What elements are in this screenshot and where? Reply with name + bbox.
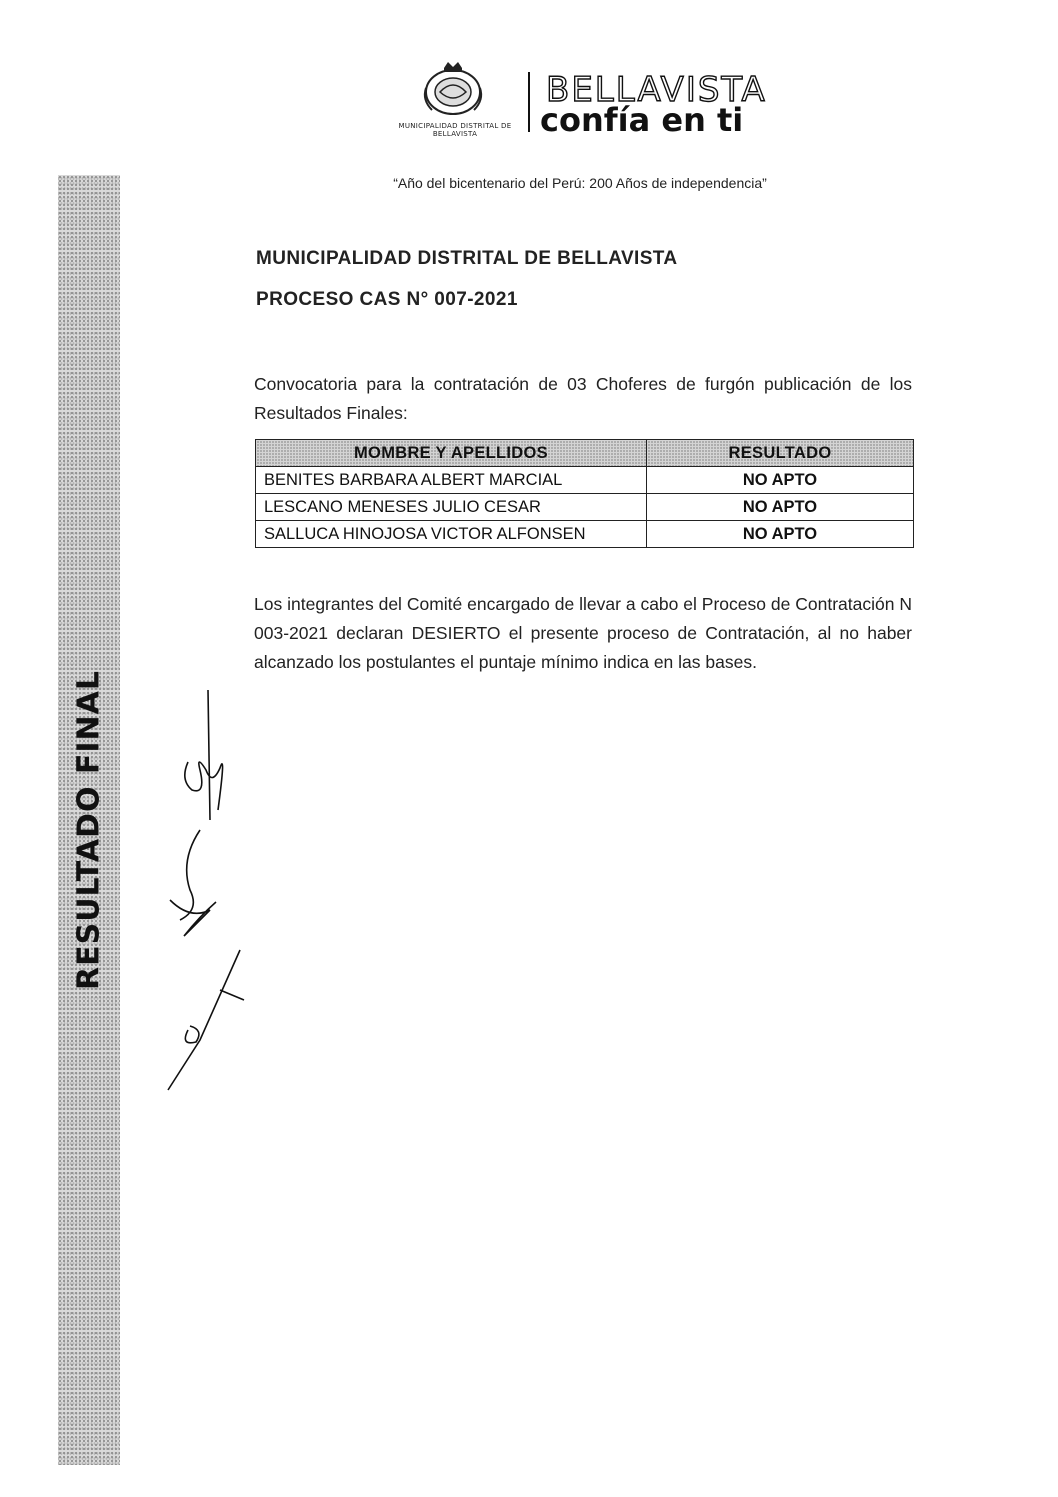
intro-paragraph: Convocatoria para la contratación de 03 Choferes de furgón publicación de los Resultados Finales: — [254, 374, 912, 423]
applicant-result: NO APTO — [647, 521, 914, 548]
organization-title: MUNICIPALIDAD DISTRITAL DE BELLAVISTA — [256, 248, 678, 269]
column-header-name: MOMBRE Y APELLIDOS — [256, 440, 647, 467]
column-header-result: RESULTADO — [647, 440, 914, 467]
coat-of-arms-icon — [418, 58, 488, 120]
conclusion-paragraph: Los integrantes del Comité encargado de llevar a cabo el Proceso de Contratación N 003-2021 declaran DESIERTO el presente proceso de Contratación, al no haber alcanzado los postulantes el puntaje mínimo indica en las bases. — [254, 594, 912, 672]
municipal-logo — [390, 58, 800, 148]
applicant-result: NO APTO — [647, 467, 914, 494]
table-header-row — [256, 440, 914, 467]
process-title: PROCESO CAS N° 007-2021 — [256, 289, 518, 310]
applicant-name: SALLUCA HINOJOSA VICTOR ALFONSEN — [256, 521, 647, 548]
brand-name: BELLAVISTA — [546, 70, 767, 110]
brand-slogan: confía en ti — [540, 101, 744, 139]
side-stamp-label: RESULTADO FINAL — [71, 669, 107, 991]
seal-caption: MUNICIPALIDAD DISTRITAL DE BELLAVISTA — [398, 122, 512, 138]
handwritten-signature — [160, 690, 270, 1110]
results-table — [255, 439, 914, 548]
applicant-name: BENITES BARBARA ALBERT MARCIAL — [256, 467, 647, 494]
table-row — [256, 521, 914, 548]
applicant-result: NO APTO — [647, 494, 914, 521]
applicant-name: LESCANO MENESES JULIO CESAR — [256, 494, 647, 521]
table-row — [256, 494, 914, 521]
year-motto: “Año del bicentenario del Perú: 200 Años de independencia” — [393, 175, 767, 191]
table-row — [256, 467, 914, 494]
logo-divider — [528, 72, 530, 132]
